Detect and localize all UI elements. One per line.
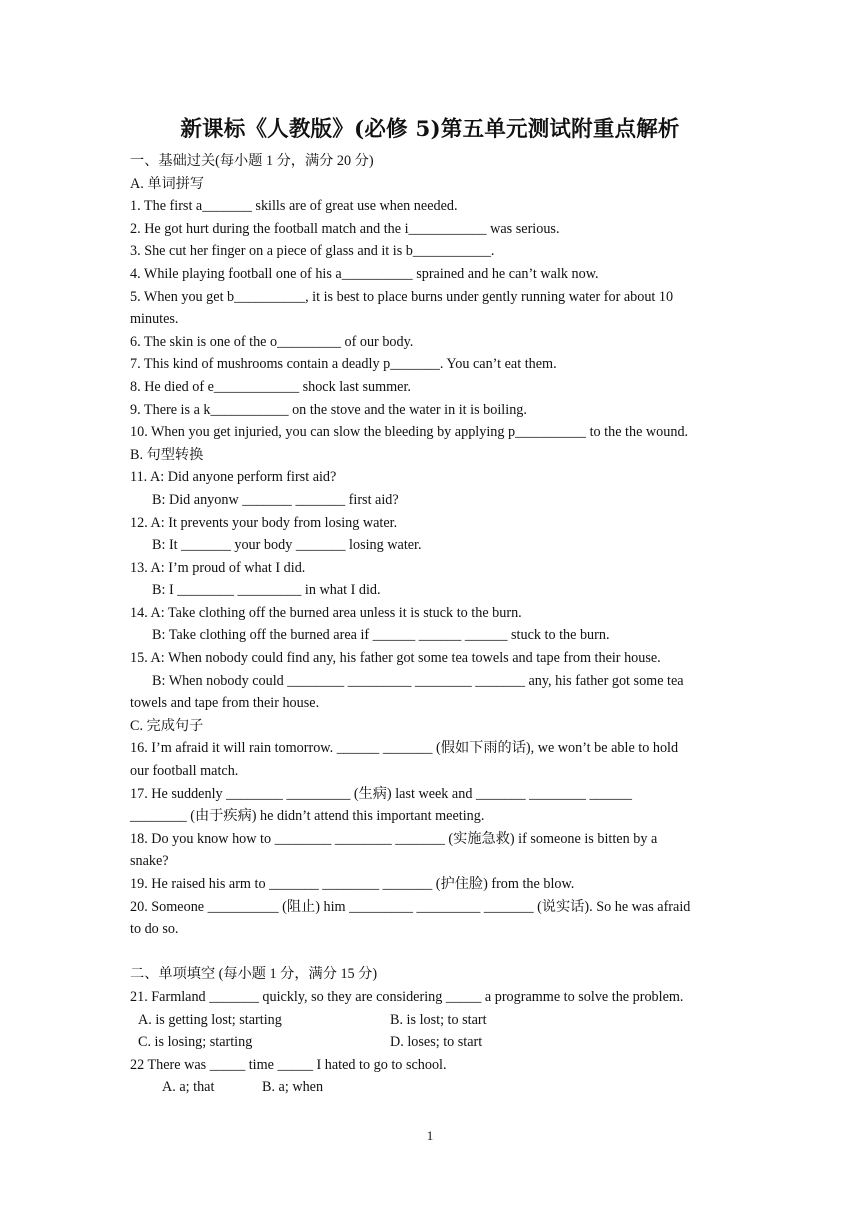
option-d: D. loses; to start (390, 1034, 483, 1051)
question-12-b: B: It _______ your body _______ losing water. (152, 537, 422, 554)
part-a-heading: A. 单词拼写 (130, 175, 205, 192)
question-20-line-1: 20. Someone __________ (阻止) him _________ _________ _______ (说实话). So he was afraid (130, 898, 691, 915)
question-14-a: 14. A: Take clothing off the burned area unless it is stuck to the burn. (130, 604, 522, 621)
question-21-options-row-1 (130, 1009, 738, 1032)
part-b-heading: B. 句型转换 (130, 446, 204, 463)
question-13-b: B: I ________ _________ in what I did. (152, 582, 381, 599)
question-8: 8. He died of e____________ shock last summer. (130, 378, 411, 395)
question-14-b: B: Take clothing off the burned area if ______ ______ ______ stuck to the burn. (152, 627, 610, 644)
question-5-line-2: minutes. (130, 311, 179, 328)
part-c-heading: C. 完成句子 (130, 717, 204, 734)
question-1: 1. The first a_______ skills are of great use when needed. (130, 198, 458, 215)
question-19: 19. He raised his arm to _______ ________ _______ (护住脸) from the blow. (130, 876, 575, 892)
section-1-heading: 一、基础过关(每小题 1 分，满分 20 分) (130, 153, 374, 169)
question-22-options (130, 1076, 738, 1099)
question-16-line-1: 16. I’m afraid it will rain tomorrow. ______ _______ (假如下雨的话), we won’t be able to hold (130, 740, 679, 757)
question-13-a: 13. A: I’m proud of what I did. (130, 559, 306, 576)
question-16-line-2: our football match. (130, 763, 239, 780)
section-2-heading: 二、单项填空 (每小题 1 分，满分 15 分) (130, 966, 378, 983)
question-18-line-1: 18. Do you know how to ________ ________ _______ (实施急救) if someone is bitten by a (130, 830, 658, 847)
question-20-line-2: to do so. (130, 921, 179, 938)
option-a: A. a; that (162, 1079, 215, 1096)
question-12-a: 12. A: It prevents your body from losing water. (130, 514, 398, 531)
question-15-b: B: When nobody could ________ _________ ________ _______ any, his father got some tea (152, 672, 684, 689)
question-10: 10. When you get injuried, you can slow the bleeding by applying p__________ to the the wound. (130, 424, 689, 441)
document-body (130, 150, 738, 1099)
option-c: C. is losing; starting (138, 1034, 253, 1051)
question-11-a: 11. A: Did anyone perform first aid? (130, 469, 337, 486)
question-18-line-2: snake? (130, 853, 169, 870)
question-4: 4. While playing football one of his a__________ sprained and he can’t walk now. (130, 265, 599, 282)
blank-line (130, 941, 738, 964)
question-6: 6. The skin is one of the o_________ of our body. (130, 333, 414, 350)
question-17-line-2: ________ (由于疾病) he didn’t attend this important meeting. (130, 808, 485, 825)
question-11-b: B: Did anyonw _______ _______ first aid? (152, 491, 399, 508)
question-17-line-1: 17. He suddenly ________ _________ (生病) last week and _______ ________ ______ (130, 785, 633, 802)
question-21: 21. Farmland _______ quickly, so they are considering _____ a programme to solve the problem. (130, 988, 684, 1005)
question-22: 22 There was _____ time _____ I hated to go to school. (130, 1056, 447, 1073)
option-b: B. a; when (262, 1079, 324, 1096)
option-a: A. is getting lost; starting (138, 1011, 282, 1028)
question-21-options-row-2 (130, 1031, 738, 1054)
question-5-line-1: 5. When you get b__________, it is best to place burns under gently running water for about 10 (130, 288, 674, 305)
question-9: 9. There is a k___________ on the stove and the water in it is boiling. (130, 401, 527, 418)
question-15-a: 15. A: When nobody could find any, his father got some tea towels and tape from their house. (130, 650, 661, 667)
document-title: 新课标《人教版》(必修 5)第五单元测试附重点解析 (180, 117, 680, 142)
question-15-c: towels and tape from their house. (130, 695, 320, 712)
page-number: 1 (426, 1128, 434, 1143)
option-b: B. is lost; to start (390, 1011, 487, 1028)
question-3: 3. She cut her finger on a piece of glass and it is b___________. (130, 243, 495, 260)
question-2: 2. He got hurt during the football match and the i___________ was serious. (130, 220, 560, 237)
question-7: 7. This kind of mushrooms contain a deadly p_______. You can’t eat them. (130, 356, 557, 373)
